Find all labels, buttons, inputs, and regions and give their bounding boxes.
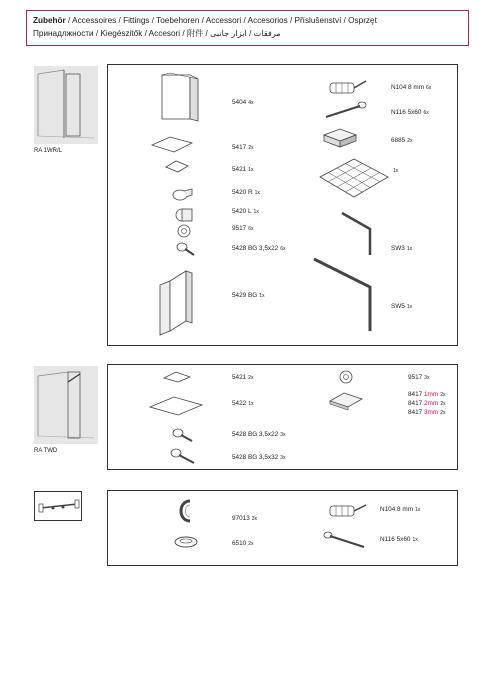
product-thumbnail-ra-1wrl: [34, 66, 98, 144]
part-label: 5421 2x: [232, 374, 254, 381]
cap-5420l-icon: [170, 205, 198, 225]
hex-key-sw5-icon: [308, 253, 392, 337]
screw-n116-icon: [320, 529, 370, 553]
pad-5421-icon: [164, 159, 190, 175]
title-line-1: Zubehör / Accessoires / Fittings / Toebehoren / Accessori / Accesorios / Příslušenství / Osprzęt: [33, 16, 377, 25]
cap-5420r-icon: [170, 183, 198, 203]
part-label: N116 5x60 1x: [380, 536, 418, 543]
shim-variant-3mm: 8417 3mm 2x: [408, 409, 446, 416]
shim-variant-2mm: 8417 2mm 2x: [408, 400, 446, 407]
part-label: 5422 1x: [232, 400, 254, 407]
clip-97013-icon: [174, 497, 196, 525]
shower-door-icon: [34, 66, 98, 144]
product-thumbnail-ra-twd: [34, 366, 98, 444]
part-label: 5420 L 1x: [232, 208, 259, 215]
block-6885-icon: [320, 125, 360, 151]
part-label: SW3 1x: [391, 245, 413, 252]
part-label: N104 8 mm 1x: [380, 506, 421, 513]
shim-8417-icon: [326, 389, 366, 415]
part-label: 5404 4x: [232, 99, 254, 106]
part-label: 5421 1x: [232, 166, 254, 173]
cap-6510-icon: [172, 533, 200, 551]
part-label: 5428 BG 3,5x22 3x: [232, 431, 286, 438]
pad-5417-icon: [148, 133, 196, 155]
wall-rail-icon: [35, 492, 83, 522]
title-line-2: Принадлжности / Kiegészitők / Accesori / 附件 / مرفقات / ابزار جانبی: [33, 29, 281, 38]
part-label: 6885 2x: [391, 137, 413, 144]
title-box: [26, 10, 469, 46]
part-label: N116 5x60 6x: [391, 109, 429, 116]
tile-grid-icon: [314, 155, 394, 207]
parts-panel-3: [107, 490, 458, 566]
cap-9517-icon: [174, 223, 194, 239]
cap-9517-icon: [336, 369, 356, 385]
parts-panel-1: [107, 64, 458, 346]
part-label: 5429 BG 1x: [232, 292, 265, 299]
part-label: N104 8 mm 6x: [391, 84, 432, 91]
shim-variant-1mm: 8417 1mm 2x: [408, 391, 446, 398]
screw-5428-22-icon: [170, 425, 196, 445]
bracket-5429-icon: [156, 265, 200, 337]
part-label: 1x: [393, 168, 399, 174]
screw-5428-32-icon: [168, 445, 198, 467]
shower-panel-icon: [34, 366, 98, 444]
bracket-5404-icon: [156, 71, 212, 123]
part-label: 5428 BG 3,5x32 3x: [232, 454, 286, 461]
screw-5428-icon: [174, 239, 198, 261]
part-label: 6510 2x: [232, 540, 254, 547]
screw-n116-icon: [320, 99, 370, 121]
product-thumbnail-rail: [34, 491, 82, 521]
pad-5421-icon: [160, 369, 194, 385]
part-label: 5417 2x: [232, 144, 254, 151]
part-label: 9517 3x: [408, 374, 430, 381]
part-label: SW5 1x: [391, 303, 413, 310]
product-caption: RA 1WR/L: [34, 148, 63, 154]
parts-panel-2: [107, 364, 458, 470]
part-label: 5420 R 1x: [232, 189, 260, 196]
plate-5422-icon: [146, 393, 206, 419]
part-label: 97013 3x: [232, 515, 258, 522]
part-label: 9517 6x: [232, 225, 254, 232]
part-label: 5428 BG 3,5x22 6x: [232, 245, 286, 252]
dowel-n104-icon: [322, 499, 372, 523]
product-caption: RA TWD: [34, 448, 58, 454]
